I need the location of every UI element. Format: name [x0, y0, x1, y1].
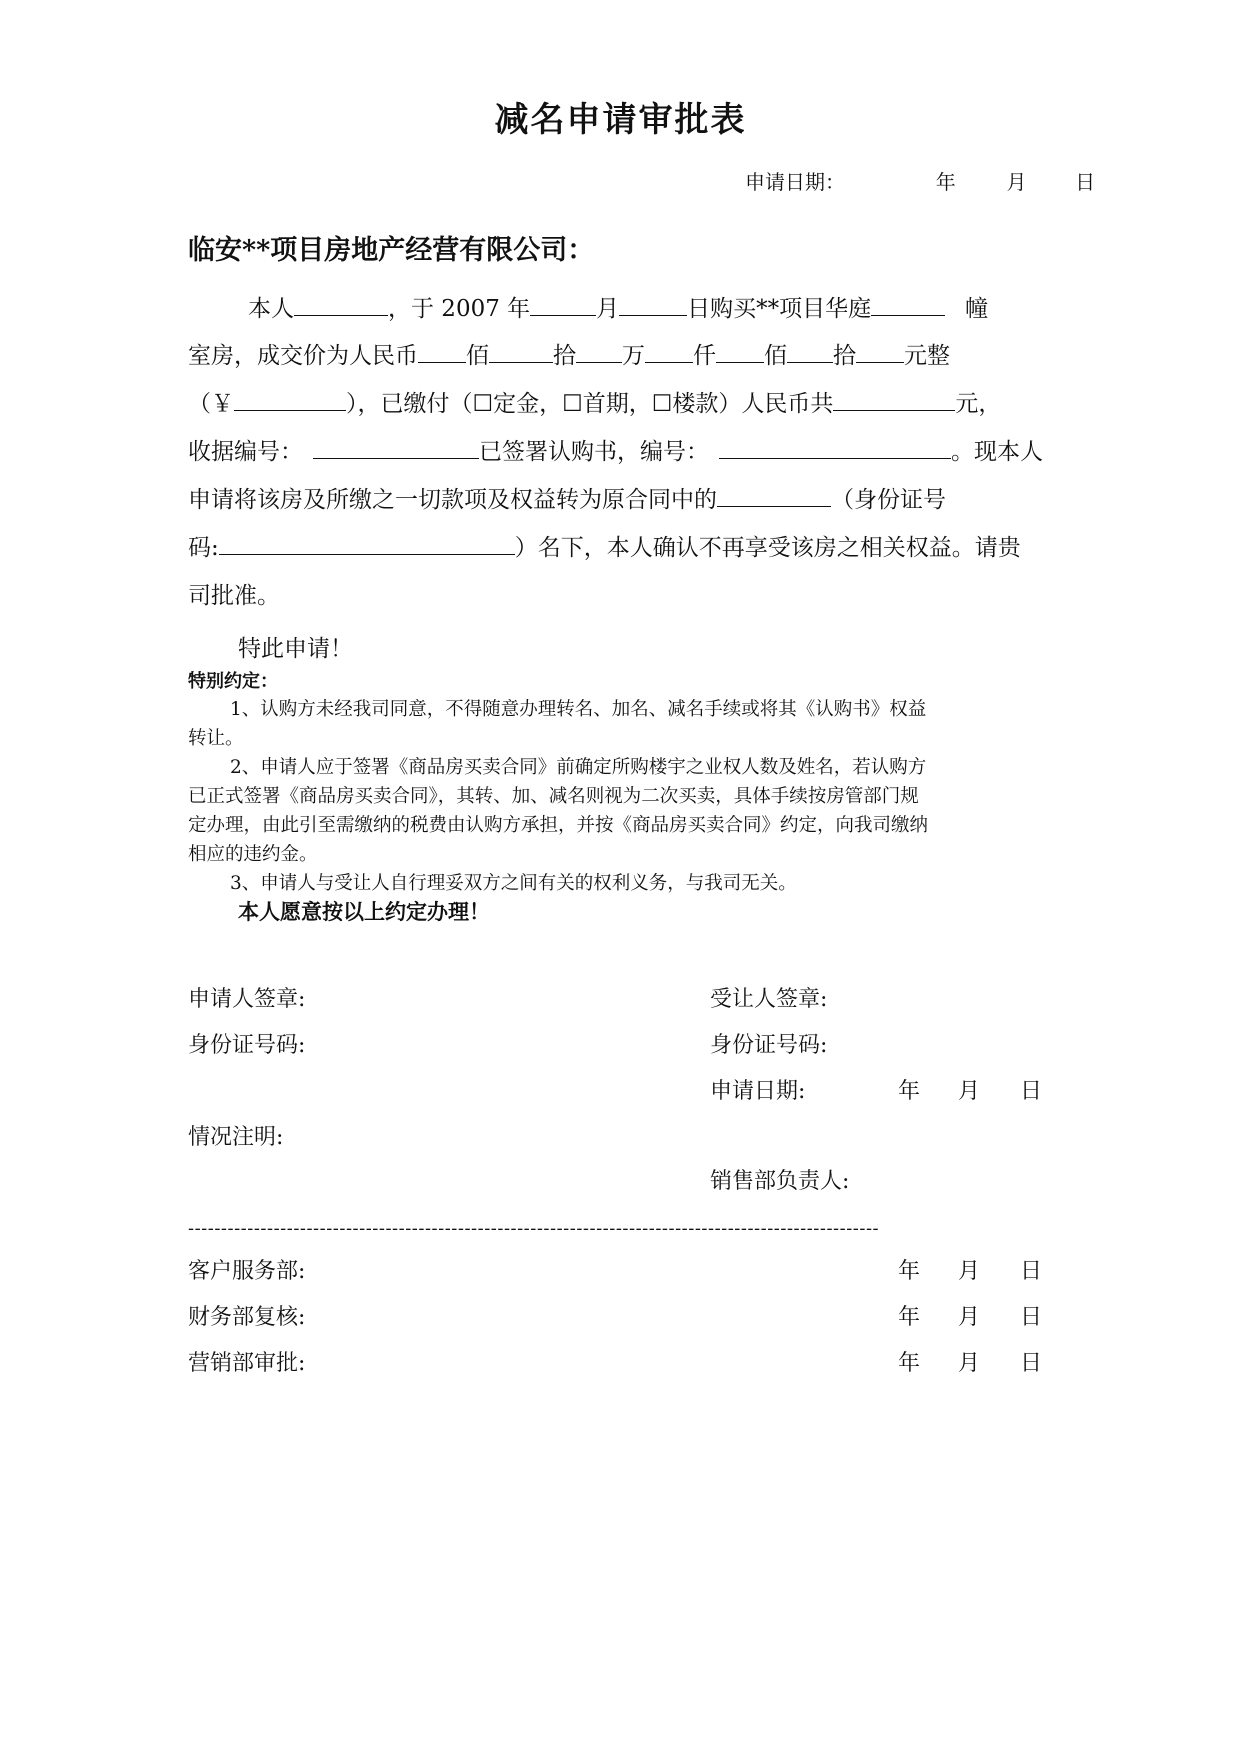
text-segment: 元整 [904, 343, 950, 369]
paragraph-line-6 [188, 529, 1063, 562]
transferee-signature-label: 受让人签章: [710, 987, 828, 1012]
blank-price-hundred-million[interactable] [418, 340, 466, 363]
text-segment: 拾 [553, 343, 576, 369]
text-segment: 室房，成交价为人民币 [188, 343, 418, 369]
blank-applicant-name[interactable] [294, 293, 388, 316]
dashed-divider: --------------------------------------------------------------------------------------------------------- [188, 1218, 880, 1239]
approval-year: 年 [898, 1351, 921, 1376]
text-segment: 月 [596, 296, 620, 322]
blank-price-hundred[interactable] [716, 340, 764, 363]
approval-day: 日 [1020, 1259, 1043, 1284]
header-date-day: 日 [1075, 170, 1096, 194]
blank-transferee-id-number[interactable] [219, 532, 515, 555]
blank-day[interactable] [619, 293, 687, 316]
blank-price-yuan[interactable] [856, 340, 904, 363]
approval-year: 年 [898, 1305, 921, 1330]
approval-day: 日 [1020, 1351, 1043, 1376]
approval-customer-service-label: 客户服务部: [188, 1259, 306, 1284]
term-2-line-4: 相应的违约金。 [188, 844, 318, 865]
approval-month: 月 [958, 1305, 981, 1330]
text-segment: 本人 [248, 296, 294, 322]
text-segment: 佰 [466, 343, 489, 369]
signature-date-year: 年 [898, 1079, 921, 1104]
text-segment: ）名下，本人确认不再享受该房之相关权益。请贵 [514, 535, 1021, 561]
paragraph-line-5 [188, 481, 1063, 514]
special-terms-label: 特别约定： [188, 671, 278, 692]
approval-month: 月 [958, 1351, 981, 1376]
blank-price-amount[interactable] [234, 388, 346, 411]
paragraph-line-4 [188, 433, 1063, 466]
text-segment: 申请将该房及所缴之一切款项及权益转为原合同中的 [188, 487, 717, 513]
term-3: 3、申请人与受让人自行理妥双方之间有关的权利义务，与我司无关。 [230, 873, 797, 894]
approval-day: 日 [1020, 1305, 1043, 1330]
header-date-month: 月 [1006, 170, 1027, 194]
term-1-line-1: 1、认购方未经我司同意，不得随意办理转名、加名、减名手续或将其《认购书》权益 [230, 699, 927, 720]
blank-price-thousand[interactable] [645, 340, 693, 363]
approval-month: 月 [958, 1259, 981, 1284]
transferee-id-label: 身份证号码: [710, 1033, 828, 1058]
blank-month[interactable] [530, 293, 596, 316]
applicant-signature-label: 申请人签章: [188, 987, 306, 1012]
text-segment: 已签署认购书，编号： [479, 439, 709, 465]
agreement-statement: 本人愿意按以上约定办理！ [238, 899, 490, 924]
header-application-date [745, 166, 1095, 195]
sales-head-label: 销售部负责人: [710, 1169, 850, 1194]
remarks-label: 情况注明: [188, 1125, 284, 1150]
text-segment: 佰 [764, 343, 787, 369]
header-date-year: 年 [935, 170, 956, 194]
text-segment: ，于 2007 年 [388, 296, 531, 322]
approval-finance-label: 财务部复核: [188, 1305, 306, 1330]
form-title: 减名申请审批表 [494, 100, 747, 140]
blank-receipt-number[interactable] [313, 436, 479, 459]
approval-year: 年 [898, 1259, 921, 1284]
text-segment: 元， [955, 391, 1002, 417]
signature-date-month: 月 [958, 1079, 981, 1104]
blank-subscription-number[interactable] [719, 436, 951, 459]
term-2-line-3: 定办理，由此引至需缴纳的税费由认购方承担，并按《商品房买卖合同》约定，向我司缴纳 [188, 815, 929, 836]
text-segment: 码: [188, 535, 219, 561]
text-segment: （￥ [188, 391, 234, 417]
text-segment: ），已缴付（☐定金，☐首期，☐楼款）人民币共 [346, 391, 834, 417]
term-1-line-2: 转让。 [188, 728, 244, 749]
text-segment: 万 [622, 343, 645, 369]
text-segment: 仟 [693, 343, 716, 369]
paragraph-line-7: 司批准。 [188, 583, 280, 609]
paragraph-line-1 [188, 290, 1063, 323]
text-segment: （身份证号 [831, 487, 946, 513]
text-segment: 。现本人 [951, 439, 1043, 465]
applicant-id-label: 身份证号码: [188, 1033, 306, 1058]
closing-text: 特此申请！ [238, 636, 353, 662]
blank-price-million[interactable] [576, 340, 622, 363]
signature-date-day: 日 [1020, 1079, 1043, 1104]
blank-price-ten[interactable] [787, 340, 833, 363]
blank-paid-amount[interactable] [833, 388, 955, 411]
blank-transferee-name[interactable] [717, 484, 831, 507]
term-2-line-1: 2、申请人应于签署《商品房买卖合同》前确定所购楼宇之业权人数及姓名，若认购方 [230, 757, 927, 778]
approval-marketing-label: 营销部审批: [188, 1351, 306, 1376]
blank-building[interactable] [871, 293, 945, 316]
term-2-line-2: 已正式签署《商品房买卖合同》，其转、加、减名则视为二次买卖，具体手续按房管部门规 [188, 786, 919, 807]
signature-date-label: 申请日期: [710, 1079, 806, 1104]
text-segment: 收据编号： [188, 439, 303, 465]
blank-price-ten-million[interactable] [489, 340, 553, 363]
paragraph-line-3 [188, 385, 1063, 418]
text-segment: 日购买**项目华庭 [687, 296, 872, 322]
text-segment: 幢 [965, 296, 989, 322]
paragraph-line-2 [188, 337, 1063, 370]
header-date-label: 申请日期： [745, 170, 845, 194]
text-segment: 拾 [833, 343, 856, 369]
addressee-company: 临安**项目房地产经营有限公司： [188, 235, 595, 266]
